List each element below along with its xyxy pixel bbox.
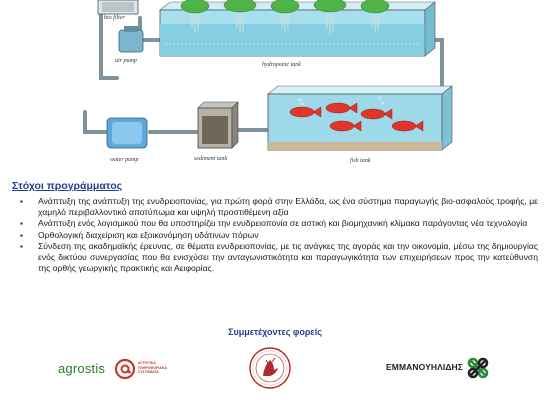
bio-filter-label: bio filter bbox=[104, 15, 125, 21]
objectives-title: Στόχοι προγράμματος bbox=[12, 180, 123, 192]
agrostis-tagline: ΑΓΡΟΤΙΚΑ ΠΛΗΡΟΦΟΡΙΑΚΑ ΣΥΣΤΗΜΑΤΑ bbox=[138, 361, 167, 374]
agrostis-logo bbox=[58, 354, 178, 384]
bio-filter bbox=[98, 0, 138, 14]
partners-title: Συμμετέχοντες φορείς bbox=[228, 327, 322, 337]
air-pump bbox=[119, 26, 143, 52]
water-pump-label: water pump bbox=[110, 157, 139, 163]
objective-item: ▪ Ορθολογική διαχείριση και εξοικονόμηση υδάτινων πόρων bbox=[20, 230, 538, 241]
emmanouilidis-logo bbox=[386, 356, 496, 380]
objective-item: ▪ Ανάπτυξη ενός λογισμικού που θα υποστηρίζει την ενυδρειοπονία σε αστική και βιομηχανική κλίμακα παράγοντας νέα τεχνολογία bbox=[20, 218, 538, 229]
agrostis-at-icon bbox=[114, 358, 136, 380]
agrostis-name: agrostis bbox=[58, 361, 106, 376]
air-pump-label: air pump bbox=[115, 58, 137, 64]
fish-tank bbox=[268, 86, 452, 150]
aquaponics-diagram bbox=[0, 0, 550, 178]
hydroponic-tank-label: hydroponic tank bbox=[262, 62, 301, 68]
sediment-tank-label: sediment tank bbox=[194, 156, 228, 162]
fish-tank-label: fish tank bbox=[350, 158, 371, 164]
objective-item: ▪ Σύνδεση της ακαδημαϊκής έρευνας, σε θέματα ενυδρειοπονίας, με τις ανάγκες της αγοράς και την οικονομία, μέσω της δημιουργίας ενός δικτύου συνεργασίας που θα ενισχύσει την ανταγωνιστικότητα και παραγωγικότητα των επιχειρήσεων προς την κατεύθυνση της ορθής γεωργικής πρακτικής και Αειφορίας. bbox=[20, 241, 538, 275]
sediment-tank bbox=[198, 102, 238, 148]
hydroponic-tank bbox=[160, 0, 435, 56]
emmanouilidis-name: ΕΜΜΑΝΟΥΗΛΙΔΗΣ bbox=[386, 362, 463, 372]
university-seal-icon bbox=[248, 346, 292, 390]
objectives-list bbox=[20, 196, 538, 274]
objective-item: ▪ Ανάπτυξη της ανάπτυξη της ενυδρειοπονίας, για πρώτη φορά στην Ελλάδα, ως ένα σύστημα παραγωγής βιο-ασφαλούς τροφής, με χαμηλό περιβαλλοντικό αποτύπωμα και υψηλή προστιθέμενη αξία bbox=[20, 196, 538, 218]
water-pump bbox=[107, 118, 147, 148]
emmanouilidis-knot-icon bbox=[466, 356, 490, 380]
